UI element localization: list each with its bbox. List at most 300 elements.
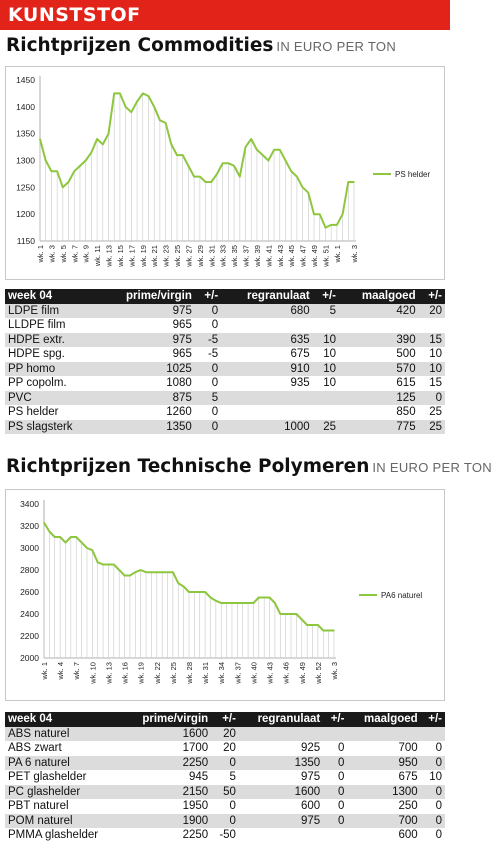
data-point xyxy=(151,571,153,573)
x-tick-label: wk. 15 xyxy=(115,245,125,267)
table-cell: 420 xyxy=(339,304,419,319)
x-tick-label: wk. 46 xyxy=(281,662,291,684)
table-cell: 1600 xyxy=(123,727,211,742)
table-row xyxy=(5,405,445,420)
table-cell: 1950 xyxy=(123,799,211,814)
table-cell xyxy=(221,391,313,406)
table-cell: 125 xyxy=(339,391,419,406)
table-cell: 975 xyxy=(99,333,195,348)
x-tick-label: wk. 21 xyxy=(150,245,160,267)
commodities-heading xyxy=(6,35,396,56)
y-tick-label: 2000 xyxy=(20,653,39,663)
table-cell: 0 xyxy=(195,318,221,333)
table-cell: 20 xyxy=(211,727,239,742)
data-point xyxy=(134,571,136,573)
column-header: maalgoed xyxy=(347,712,420,727)
table-cell xyxy=(313,318,339,333)
table-cell: 925 xyxy=(239,741,323,756)
legend-label: PA6 naturel xyxy=(381,591,423,600)
data-point xyxy=(353,181,355,183)
table-cell: 0 xyxy=(323,741,347,756)
table-cell: 0 xyxy=(421,799,445,814)
table-cell: 10 xyxy=(313,333,339,348)
table-cell: 975 xyxy=(239,814,323,829)
data-point xyxy=(333,630,335,632)
column-header: +/- xyxy=(211,712,239,727)
data-point xyxy=(301,619,303,621)
table-row xyxy=(5,770,445,785)
x-tick-label: wk. 35 xyxy=(230,245,240,267)
data-point xyxy=(97,562,99,564)
data-point xyxy=(85,160,87,162)
x-tick-label: wk. 17 xyxy=(127,245,137,267)
table-cell: 0 xyxy=(421,756,445,771)
data-point xyxy=(250,138,252,140)
table-cell xyxy=(239,828,323,843)
x-tick-label: wk. 33 xyxy=(218,245,228,267)
data-point xyxy=(140,569,142,571)
series-line xyxy=(40,93,354,227)
x-tick-label: wk. 43 xyxy=(265,662,275,684)
data-point xyxy=(253,602,255,604)
table-cell: 965 xyxy=(99,318,195,333)
data-point xyxy=(96,138,98,140)
x-tick-label: wk. 1 xyxy=(40,662,49,680)
table-cell: 1600 xyxy=(239,785,323,800)
table-row xyxy=(5,799,445,814)
table-cell: 10 xyxy=(313,362,339,377)
data-point xyxy=(148,95,150,97)
x-tick-label: wk. 7 xyxy=(70,245,80,263)
y-tick-label: 2200 xyxy=(20,631,39,641)
table-cell: 20 xyxy=(419,304,445,319)
y-tick-label: 2400 xyxy=(20,609,39,619)
y-tick-label: 1450 xyxy=(16,75,35,85)
data-point xyxy=(125,106,127,108)
table-cell xyxy=(221,318,313,333)
table-cell: 25 xyxy=(419,405,445,420)
x-tick-label: wk. 3 xyxy=(350,245,359,263)
table-cell: 2250 xyxy=(123,756,211,771)
x-tick-label: wk. 41 xyxy=(264,245,274,267)
table-row xyxy=(5,362,445,377)
data-point xyxy=(59,536,61,538)
data-point xyxy=(199,591,201,593)
table-cell: 1900 xyxy=(123,814,211,829)
data-point xyxy=(328,630,330,632)
x-tick-label: wk. 31 xyxy=(207,245,217,267)
x-tick-label: wk. 45 xyxy=(287,245,297,267)
data-point xyxy=(247,602,249,604)
data-point xyxy=(290,613,292,615)
polymeren-subtitle: IN EURO PER TON xyxy=(372,460,492,475)
table-cell: 675 xyxy=(221,347,313,362)
data-point xyxy=(167,571,169,573)
table-cell xyxy=(339,318,419,333)
data-point xyxy=(108,133,110,135)
material-name: LLDPE film xyxy=(5,318,99,333)
table-cell xyxy=(421,727,445,742)
data-point xyxy=(113,93,115,95)
polymeren-title: Richtprijzen Technische Polymeren xyxy=(6,456,370,477)
x-tick-label: wk. 1 xyxy=(332,245,342,263)
data-point xyxy=(233,165,235,167)
table-row xyxy=(5,333,445,348)
table-cell: 935 xyxy=(221,376,313,391)
table-cell: 1700 xyxy=(123,741,211,756)
y-tick-label: 1200 xyxy=(16,209,35,220)
x-tick-label: wk. 1 xyxy=(36,245,45,263)
table-cell: 15 xyxy=(419,333,445,348)
data-point xyxy=(118,569,120,571)
table-cell: 0 xyxy=(195,405,221,420)
table-cell: 600 xyxy=(347,828,420,843)
table-cell: 975 xyxy=(239,770,323,785)
data-point xyxy=(56,170,58,172)
data-point xyxy=(136,101,138,103)
table-cell: 25 xyxy=(313,420,339,435)
table-row xyxy=(5,741,445,756)
table-cell xyxy=(239,727,323,742)
column-header: +/- xyxy=(313,289,339,304)
data-point xyxy=(153,106,155,108)
data-point xyxy=(102,564,104,566)
legend-label: PS helder xyxy=(395,170,431,179)
data-point xyxy=(113,564,115,566)
data-point xyxy=(239,176,241,178)
x-tick-label: wk. 4 xyxy=(56,662,66,680)
data-point xyxy=(279,613,281,615)
table-cell: 0 xyxy=(323,814,347,829)
material-name: PA 6 naturel xyxy=(5,756,123,771)
data-point xyxy=(62,187,64,189)
data-point xyxy=(204,591,206,593)
data-point xyxy=(176,154,178,156)
data-point xyxy=(308,192,310,194)
data-point xyxy=(319,213,321,215)
table-cell: 775 xyxy=(339,420,419,435)
table-row xyxy=(5,391,445,406)
data-point xyxy=(302,187,304,189)
data-point xyxy=(210,597,212,599)
data-point xyxy=(269,597,271,599)
data-point xyxy=(188,165,190,167)
table-cell xyxy=(313,405,339,420)
commodities-table xyxy=(5,289,445,434)
material-name: PP copolm. xyxy=(5,376,99,391)
table-cell: 10 xyxy=(419,362,445,377)
data-point xyxy=(108,564,110,566)
data-point xyxy=(159,119,161,121)
data-point xyxy=(161,571,163,573)
x-tick-label: wk. 7 xyxy=(72,662,82,680)
table-cell: 250 xyxy=(347,799,420,814)
table-cell: 5 xyxy=(211,770,239,785)
table-cell: 10 xyxy=(421,770,445,785)
material-name: ABS naturel xyxy=(5,727,123,742)
x-tick-label: wk. 40 xyxy=(249,662,259,684)
table-cell: 0 xyxy=(323,799,347,814)
table-row xyxy=(5,376,445,391)
material-name: PP homo xyxy=(5,362,99,377)
table-cell: 0 xyxy=(195,420,221,435)
data-point xyxy=(86,547,88,549)
table-row xyxy=(5,828,445,843)
table-cell: 875 xyxy=(99,391,195,406)
x-tick-label: wk. 27 xyxy=(184,245,194,267)
table-cell: 390 xyxy=(339,333,419,348)
x-tick-label: wk. 19 xyxy=(136,662,146,684)
y-tick-label: 3200 xyxy=(20,521,39,531)
data-point xyxy=(43,522,45,524)
data-point xyxy=(285,613,287,615)
table-cell: 1350 xyxy=(239,756,323,771)
x-tick-label: wk. 31 xyxy=(201,662,211,684)
table-cell: 2250 xyxy=(123,828,211,843)
table-cell: 10 xyxy=(419,347,445,362)
data-point xyxy=(172,571,174,573)
table-cell: 0 xyxy=(419,391,445,406)
table-cell: 950 xyxy=(347,756,420,771)
data-point xyxy=(210,181,212,183)
data-point xyxy=(262,154,264,156)
x-tick-label: wk. 37 xyxy=(233,662,243,684)
x-tick-label: wk. 39 xyxy=(252,244,262,267)
table-row xyxy=(5,814,445,829)
table-cell: 10 xyxy=(313,376,339,391)
data-point xyxy=(216,173,218,175)
material-name: ABS zwart xyxy=(5,741,123,756)
table-cell: 0 xyxy=(421,828,445,843)
x-tick-label: wk. 52 xyxy=(313,662,323,684)
data-point xyxy=(75,536,77,538)
data-point xyxy=(65,542,67,544)
x-tick-label: wk. 29 xyxy=(195,245,205,267)
x-tick-label: wk. 43 xyxy=(275,245,285,267)
x-tick-label: wk. 28 xyxy=(185,662,194,684)
table-cell: 0 xyxy=(323,770,347,785)
y-tick-label: 1250 xyxy=(16,182,35,193)
table-cell: 2150 xyxy=(123,785,211,800)
data-point xyxy=(330,224,332,226)
table-cell: 910 xyxy=(221,362,313,377)
x-tick-label: wk. 22 xyxy=(152,662,162,684)
x-tick-label: wk. 3 xyxy=(47,245,57,263)
table-cell: 850 xyxy=(339,405,419,420)
table-cell: -5 xyxy=(195,347,221,362)
column-header: +/- xyxy=(195,289,221,304)
table-row xyxy=(5,420,445,435)
table-cell: 0 xyxy=(421,785,445,800)
table-cell: 675 xyxy=(347,770,420,785)
data-point xyxy=(226,602,228,604)
x-tick-label: wk. 34 xyxy=(217,662,227,684)
data-point xyxy=(124,575,126,577)
data-point xyxy=(39,138,41,140)
table-cell: 0 xyxy=(323,785,347,800)
table-cell: 1350 xyxy=(99,420,195,435)
table-cell: 5 xyxy=(313,304,339,319)
table-cell: 975 xyxy=(99,304,195,319)
x-tick-label: wk. 9 xyxy=(81,245,91,263)
table-cell: 570 xyxy=(339,362,419,377)
data-point xyxy=(273,149,275,151)
data-point xyxy=(194,591,196,593)
table-cell: 20 xyxy=(211,741,239,756)
table-cell: -5 xyxy=(195,333,221,348)
table-cell: 500 xyxy=(339,347,419,362)
table-row xyxy=(5,785,445,800)
column-header: week 04 xyxy=(5,289,99,304)
material-name: PS slagsterk xyxy=(5,420,99,435)
table-cell: 1260 xyxy=(99,405,195,420)
x-tick-label: wk. 19 xyxy=(138,245,148,267)
data-point xyxy=(268,160,270,162)
table-cell: 0 xyxy=(421,741,445,756)
table-row xyxy=(5,756,445,771)
table-cell: 0 xyxy=(421,814,445,829)
material-name: PBT naturel xyxy=(5,799,123,814)
data-point xyxy=(79,165,81,167)
x-tick-label: wk. 23 xyxy=(161,245,171,267)
table-cell xyxy=(221,405,313,420)
column-header: week 04 xyxy=(5,712,123,727)
data-point xyxy=(306,624,308,626)
x-tick-label: wk. 11 xyxy=(93,245,103,267)
data-point xyxy=(142,93,144,95)
data-point xyxy=(312,624,314,626)
data-point xyxy=(228,162,230,164)
data-point xyxy=(54,536,56,538)
table-cell: 0 xyxy=(195,362,221,377)
data-point xyxy=(182,154,184,156)
data-point xyxy=(215,600,217,602)
material-name: HDPE extr. xyxy=(5,333,99,348)
table-cell: 615 xyxy=(339,376,419,391)
data-point xyxy=(285,160,287,162)
column-header: +/- xyxy=(419,289,445,304)
data-point xyxy=(131,111,133,113)
y-tick-label: 2600 xyxy=(20,587,39,597)
table-cell: 1000 xyxy=(221,420,313,435)
table-row xyxy=(5,727,445,742)
table-cell: 0 xyxy=(211,756,239,771)
table-cell: 635 xyxy=(221,333,313,348)
table-cell xyxy=(323,727,347,742)
table-header-row xyxy=(5,289,445,304)
material-name: PMMA glashelder xyxy=(5,828,123,843)
y-tick-label: 2800 xyxy=(20,565,39,575)
material-name: PC glashelder xyxy=(5,785,123,800)
data-point xyxy=(145,571,147,573)
table-cell: -50 xyxy=(211,828,239,843)
data-point xyxy=(49,531,51,533)
table-cell: 700 xyxy=(347,741,420,756)
data-point xyxy=(81,542,83,544)
ps-helder-chart xyxy=(5,66,445,280)
table-cell: 945 xyxy=(123,770,211,785)
ps-helder-chart-svg xyxy=(6,67,444,279)
table-cell: 0 xyxy=(195,376,221,391)
x-tick-label: wk. 49 xyxy=(297,662,307,684)
data-point xyxy=(322,630,324,632)
data-point xyxy=(222,162,224,164)
data-point xyxy=(188,591,190,593)
x-tick-label: wk. 16 xyxy=(120,662,130,684)
data-point xyxy=(92,549,94,551)
column-header: regranulaat xyxy=(239,712,323,727)
table-cell: 50 xyxy=(211,785,239,800)
data-point xyxy=(220,602,222,604)
data-point xyxy=(336,224,338,226)
y-tick-label: 1400 xyxy=(16,101,35,112)
column-header: regranulaat xyxy=(221,289,313,304)
data-point xyxy=(68,181,70,183)
column-header: prime/virgin xyxy=(123,712,211,727)
y-tick-label: 3000 xyxy=(20,543,39,553)
table-cell: 1300 xyxy=(347,785,420,800)
table-cell xyxy=(419,318,445,333)
data-point xyxy=(119,93,121,95)
table-cell: 1025 xyxy=(99,362,195,377)
data-point xyxy=(205,181,207,183)
material-name: PVC xyxy=(5,391,99,406)
data-point xyxy=(317,624,319,626)
table-cell: 700 xyxy=(347,814,420,829)
column-header: +/- xyxy=(421,712,445,727)
data-point xyxy=(199,176,201,178)
table-cell: 10 xyxy=(313,347,339,362)
material-name: LDPE film xyxy=(5,304,99,319)
data-point xyxy=(313,213,315,215)
pa6-naturel-chart xyxy=(5,489,445,701)
x-tick-label: wk. 37 xyxy=(241,245,251,267)
commodities-title: Richtprijzen Commodities xyxy=(6,35,274,56)
column-header: +/- xyxy=(323,712,347,727)
table-cell: 965 xyxy=(99,347,195,362)
data-point xyxy=(290,170,292,172)
data-point xyxy=(263,597,265,599)
data-point xyxy=(347,181,349,183)
table-cell: 600 xyxy=(239,799,323,814)
column-header: maalgoed xyxy=(339,289,419,304)
x-tick-label: wk. 13 xyxy=(104,662,114,684)
data-point xyxy=(91,152,93,154)
data-point xyxy=(183,586,185,588)
data-point xyxy=(245,146,247,148)
data-point xyxy=(193,176,195,178)
x-tick-label: wk. 10 xyxy=(88,662,98,684)
data-point xyxy=(70,536,72,538)
data-point xyxy=(129,575,131,577)
data-point xyxy=(165,122,167,124)
table-cell: 15 xyxy=(419,376,445,391)
table-cell: 0 xyxy=(323,756,347,771)
data-point xyxy=(242,602,244,604)
table-cell xyxy=(347,727,420,742)
data-point xyxy=(171,144,173,146)
x-tick-label: wk. 49 xyxy=(310,245,320,267)
data-point xyxy=(51,170,53,172)
y-tick-label: 3400 xyxy=(20,499,39,509)
data-point xyxy=(102,144,104,146)
data-point xyxy=(274,602,276,604)
table-cell: 5 xyxy=(195,391,221,406)
data-point xyxy=(258,597,260,599)
section-banner-title: KUNSTSTOF xyxy=(8,4,141,26)
x-tick-label: wk. 47 xyxy=(298,245,308,267)
x-tick-label: wk. 3 xyxy=(330,662,339,680)
